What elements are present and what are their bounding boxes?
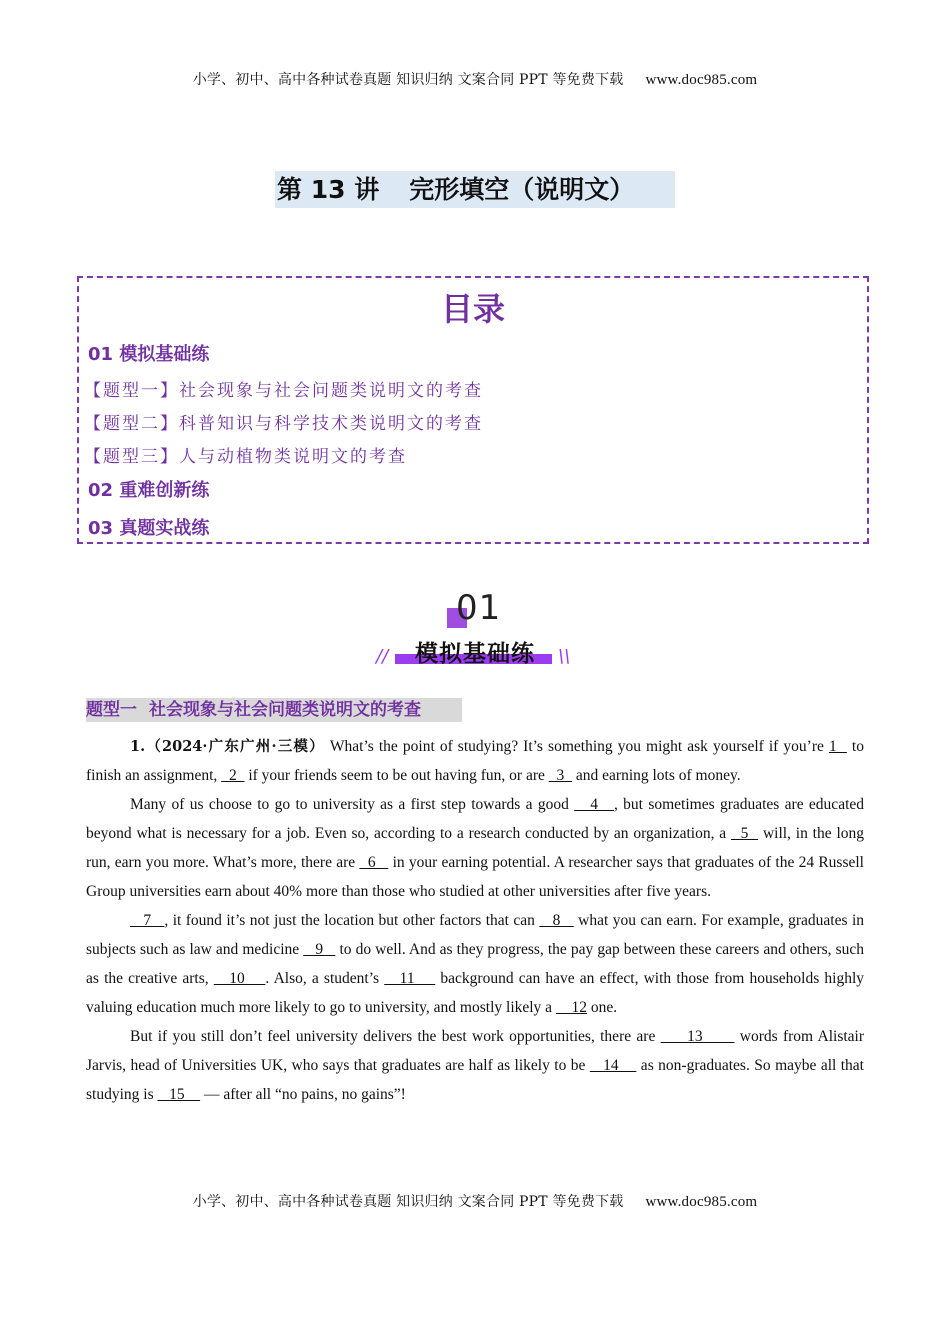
section-badge bbox=[370, 588, 580, 672]
blank-10[interactable]: 10 bbox=[213, 970, 266, 987]
passage-text: to do well. And as they progress, the pay gap between these careers and others, such as the creative arts, bbox=[86, 941, 865, 987]
passage-paragraph-3 bbox=[86, 906, 864, 1022]
passage-paragraph-1 bbox=[86, 732, 864, 790]
passage-text: Many of us choose to go to university as a first step towards a good bbox=[130, 796, 575, 813]
blank-14[interactable]: 14 bbox=[589, 1057, 637, 1074]
header-url[interactable]: www.doc985.com bbox=[645, 72, 758, 88]
table-of-contents bbox=[77, 276, 869, 544]
passage-text: , but sometimes graduates are educated beyond what is necessary for a job. Even so, according to a research conducted by an organization, a bbox=[86, 796, 865, 842]
section-label: 模拟基础练 bbox=[415, 641, 535, 667]
toc-item-type-2[interactable]: 【题型二】科普知识与科学技术类说明文的考查 bbox=[84, 414, 483, 434]
blank-15[interactable]: 15 bbox=[157, 1086, 201, 1103]
blank-1[interactable]: 1 bbox=[828, 738, 847, 755]
passage-text: as non-graduates. So maybe all that studying is bbox=[86, 1057, 864, 1103]
question-source: （2024·广东广州·三模） bbox=[145, 738, 325, 755]
passage-paragraph-2 bbox=[86, 790, 864, 906]
footer-text: 小学、初中、高中各种试卷真题 知识归纳 文案合同 PPT 等免费下载 bbox=[192, 1194, 624, 1210]
passage-text: words from Alistair Jarvis, head of Universities UK, who says that graduates are half as likely to be bbox=[86, 1028, 865, 1074]
type-topic: 社会现象与社会问题类说明文的考查 bbox=[149, 700, 421, 720]
lecture-number: 第 13 讲 bbox=[277, 175, 380, 204]
section-number: 01 bbox=[456, 588, 502, 628]
passage-text: , it found it’s not just the location but other factors that can bbox=[164, 912, 540, 929]
passage-text: background can have an effect, with those from households highly valuing education much more likely to go to university, and mostly likely a bbox=[86, 970, 865, 1016]
passage-text: . Also, a student’s bbox=[265, 970, 385, 987]
type-label: 题型一 bbox=[86, 700, 137, 720]
blank-9[interactable]: 9 bbox=[303, 941, 336, 958]
blank-11[interactable]: 11 bbox=[384, 970, 436, 987]
header-text: 小学、初中、高中各种试卷真题 知识归纳 文案合同 PPT 等免费下载 bbox=[192, 72, 624, 88]
lecture-title bbox=[275, 171, 675, 208]
footer-url[interactable]: www.doc985.com bbox=[645, 1194, 758, 1210]
passage-text: and earning lots of money. bbox=[572, 767, 741, 784]
toc-item-02[interactable]: 02 重难创新练 bbox=[88, 480, 210, 501]
toc-title: 目录 bbox=[440, 290, 505, 328]
toc-item-01[interactable]: 01 模拟基础练 bbox=[88, 344, 210, 365]
passage-text: one. bbox=[586, 999, 618, 1016]
toc-item-type-1[interactable]: 【题型一】社会现象与社会问题类说明文的考查 bbox=[84, 381, 483, 401]
passage-text: in your earning potential. A researcher says that graduates of the 24 Russell Group universities earn about 40% more than those who studied at other universities after five years. bbox=[86, 854, 864, 900]
blank-6[interactable]: 6 bbox=[359, 854, 389, 871]
slash-decoration-left-icon: // bbox=[376, 646, 389, 667]
blank-2[interactable]: 2 bbox=[221, 767, 245, 784]
blank-5[interactable]: 5 bbox=[731, 825, 759, 842]
passage-text: But if you still don’t feel university delivers the best work opportunities, there are bbox=[130, 1028, 661, 1045]
blank-7[interactable]: 7 bbox=[130, 912, 165, 929]
page-header bbox=[0, 69, 950, 89]
cloze-passage bbox=[86, 732, 864, 1109]
blank-8[interactable]: 8 bbox=[539, 912, 574, 929]
lecture-topic: 完形填空（说明文） bbox=[409, 175, 635, 204]
blank-4[interactable]: 4 bbox=[574, 796, 614, 813]
toc-item-03[interactable]: 03 真题实战练 bbox=[88, 518, 210, 539]
blank-3[interactable]: 3 bbox=[548, 767, 573, 784]
question-number: 1. bbox=[130, 738, 146, 755]
passage-text: What’s the point of studying? It’s something you might ask yourself if you’re bbox=[324, 738, 829, 755]
passage-text: — after all “no pains, no gains”! bbox=[200, 1086, 406, 1103]
toc-item-type-3[interactable]: 【题型三】人与动植物类说明文的考查 bbox=[84, 447, 407, 467]
blank-12[interactable]: 12 bbox=[555, 999, 587, 1016]
question-type-heading bbox=[86, 698, 462, 722]
passage-text: will, in the long run, earn you more. What’s more, there are bbox=[86, 825, 864, 871]
blank-13[interactable]: 13 bbox=[660, 1028, 735, 1045]
passage-text: to finish an assignment, bbox=[86, 738, 864, 784]
passage-text: if your friends seem to be out having fun, or are bbox=[244, 767, 549, 784]
passage-text: what you can earn. For example, graduates in subjects such as law and medicine bbox=[86, 912, 865, 958]
passage-paragraph-4 bbox=[86, 1022, 864, 1109]
page-footer bbox=[0, 1191, 950, 1211]
slash-decoration-right-icon: \\ bbox=[558, 646, 571, 667]
